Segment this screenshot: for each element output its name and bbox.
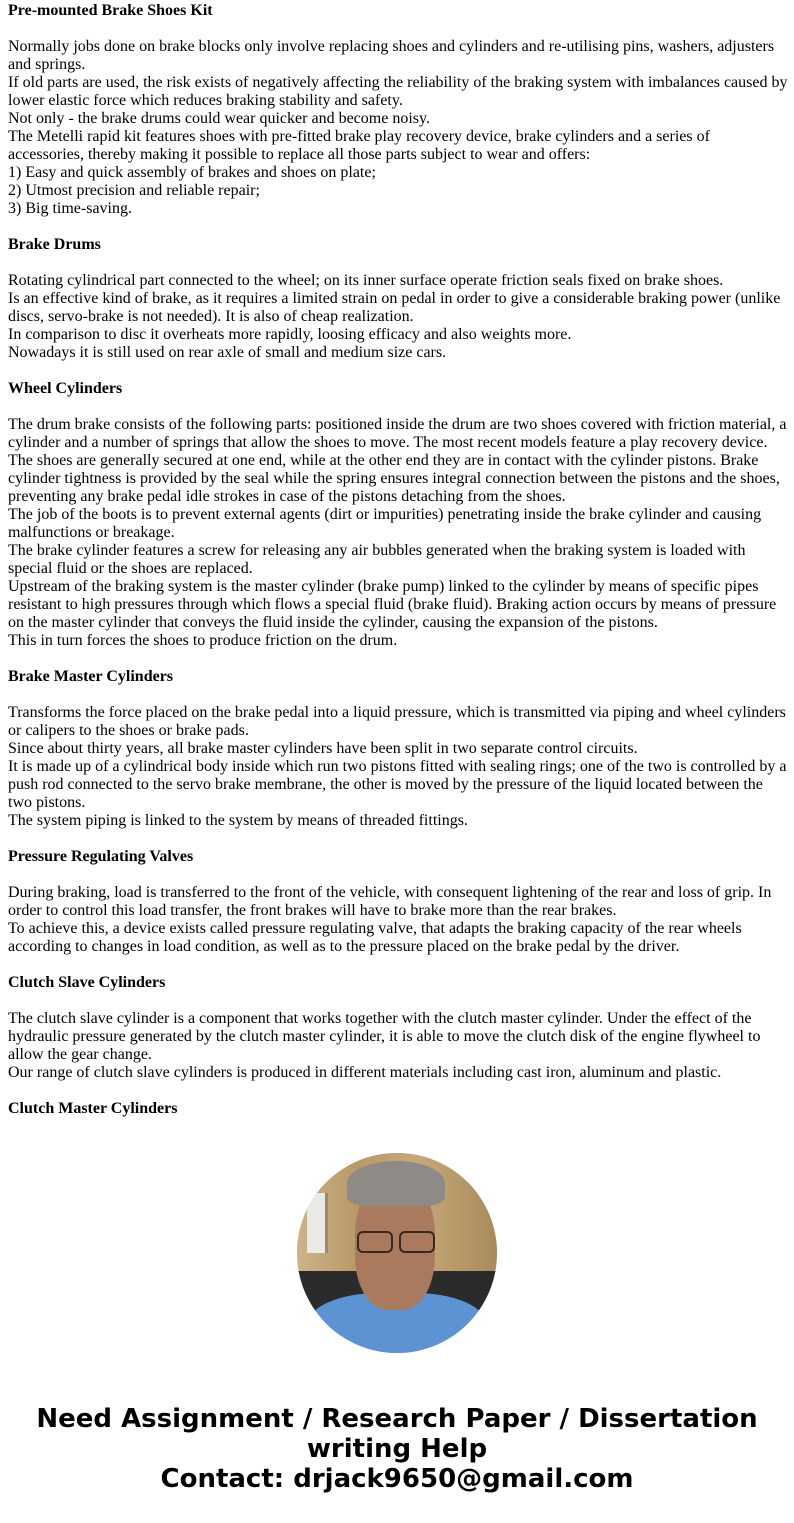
promo-text: Need Assignment / Research Paper / Dissertation writing Help xyxy=(36,1404,758,1464)
avatar-window xyxy=(307,1193,328,1253)
paragraph: The brake cylinder features a screw for releasing any air bubbles generated when the braking system is loaded with special fluid or the shoes are replaced. xyxy=(8,542,746,577)
paragraph: Upstream of the braking system is the master cylinder (brake pump) linked to the cylinder by means of specific pipes resistant to high pressures through which flows a special fluid (brake fluid). Braking action occurs by means of pressure on the master cylinder that conveys the fluid inside the cylinder, causing the expansion of the pistons. xyxy=(8,578,777,631)
paragraph: Since about thirty years, all brake master cylinders have been split in two separate control circuits. xyxy=(8,740,638,757)
paragraph: Normally jobs done on brake blocks only involve replacing shoes and cylinders and re-utilising pins, washers, adjusters and springs. xyxy=(8,38,775,73)
section-title: Pressure Regulating Valves xyxy=(8,848,194,865)
section-clutch-master-cylinders xyxy=(8,1100,788,1123)
paragraph: To achieve this, a device exists called pressure regulating valve, that adapts the braking capacity of the rear wheels according to changes in load condition, as well as to the pressure placed on the brake pedal by the driver. xyxy=(8,920,742,955)
document-body xyxy=(8,0,788,1123)
section-title: Brake Master Cylinders xyxy=(8,668,174,685)
section-brake-master-cylinders xyxy=(8,668,788,830)
section-title: Wheel Cylinders xyxy=(8,380,123,397)
paragraph: This in turn forces the shoes to produce friction on the drum. xyxy=(8,632,398,649)
avatar xyxy=(297,1153,497,1353)
paragraph: The drum brake consists of the following parts: positioned inside the drum are two shoes covered with friction material, a cylinder and a number of springs that allow the shoes to move. The most recent models feature a play recovery device. The shoes are generally secured at one end, while at the other end they are in contact with the cylinder pistons. Brake cylinder tightness is provided by the seal while the spring ensures integral connection between the pistons and the shoes, preventing any brake pedal idle strokes in case of the pistons detaching from the shoes. xyxy=(8,416,787,505)
paragraph: The Metelli rapid kit features shoes with pre-fitted brake play recovery device, brake cylinders and a series of accessories, thereby making it possible to replace all those parts subject to wear and offers: xyxy=(8,128,710,163)
list-item: 1) Easy and quick assembly of brakes and shoes on plate; xyxy=(8,164,376,181)
section-brake-drums xyxy=(8,236,788,362)
section-pre-mounted-brake-shoes-kit xyxy=(8,2,788,218)
paragraph: Not only - the brake drums could wear quicker and become noisy. xyxy=(8,110,430,127)
section-clutch-slave-cylinders xyxy=(8,974,788,1082)
avatar-hair xyxy=(347,1161,445,1206)
glasses-icon xyxy=(357,1231,435,1251)
paragraph: Rotating cylindrical part connected to the wheel; on its inner surface operate friction seals fixed on brake shoes. xyxy=(8,272,724,289)
paragraph: It is made up of a cylindrical body inside which run two pistons fitted with sealing rings; one of the two is controlled by a push rod connected to the servo brake membrane, the other is moved by the pressure of the liquid located between the two pistons. xyxy=(8,758,787,811)
list-item: 3) Big time-saving. xyxy=(8,200,132,217)
section-wheel-cylinders xyxy=(8,380,788,650)
contact-email[interactable]: Contact: drjack9650@gmail.com xyxy=(160,1464,634,1494)
paragraph: In comparison to disc it overheats more rapidly, loosing efficacy and also weights more. xyxy=(8,326,572,343)
paragraph: The clutch slave cylinder is a component that works together with the clutch master cylinder. Under the effect of the hydraulic pressure generated by the clutch master cylinder, it is able to move the clutch disk of the engine flywheel to allow the gear change. xyxy=(8,1010,761,1063)
paragraph: The system piping is linked to the system by means of threaded fittings. xyxy=(8,812,468,829)
contact-banner xyxy=(0,1404,794,1494)
section-title: Brake Drums xyxy=(8,236,101,253)
paragraph: During braking, load is transferred to the front of the vehicle, with consequent lightening of the rear and loss of grip. In order to control this load transfer, the front brakes will have to brake more than the rear brakes. xyxy=(8,884,772,919)
paragraph: Our range of clutch slave cylinders is produced in different materials including cast iron, aluminum and plastic. xyxy=(8,1064,722,1081)
section-title: Clutch Master Cylinders xyxy=(8,1100,178,1117)
paragraph: Nowadays it is still used on rear axle of small and medium size cars. xyxy=(8,344,447,361)
section-title: Pre-mounted Brake Shoes Kit xyxy=(8,2,213,19)
section-title: Clutch Slave Cylinders xyxy=(8,974,166,991)
paragraph: Is an effective kind of brake, as it requires a limited strain on pedal in order to give a considerable braking power (unlike discs, servo-brake is not needed). It is also of cheap realization. xyxy=(8,290,781,325)
paragraph: The job of the boots is to prevent external agents (dirt or impurities) penetrating inside the brake cylinder and causing malfunctions or breakage. xyxy=(8,506,762,541)
paragraph: If old parts are used, the risk exists of negatively affecting the reliability of the braking system with imbalances caused by lower elastic force which reduces braking stability and safety. xyxy=(8,74,788,109)
paragraph: Transforms the force placed on the brake pedal into a liquid pressure, which is transmitted via piping and wheel cylinders or calipers to the shoes or brake pads. xyxy=(8,704,786,739)
section-pressure-regulating-valves xyxy=(8,848,788,956)
list-item: 2) Utmost precision and reliable repair; xyxy=(8,182,260,199)
